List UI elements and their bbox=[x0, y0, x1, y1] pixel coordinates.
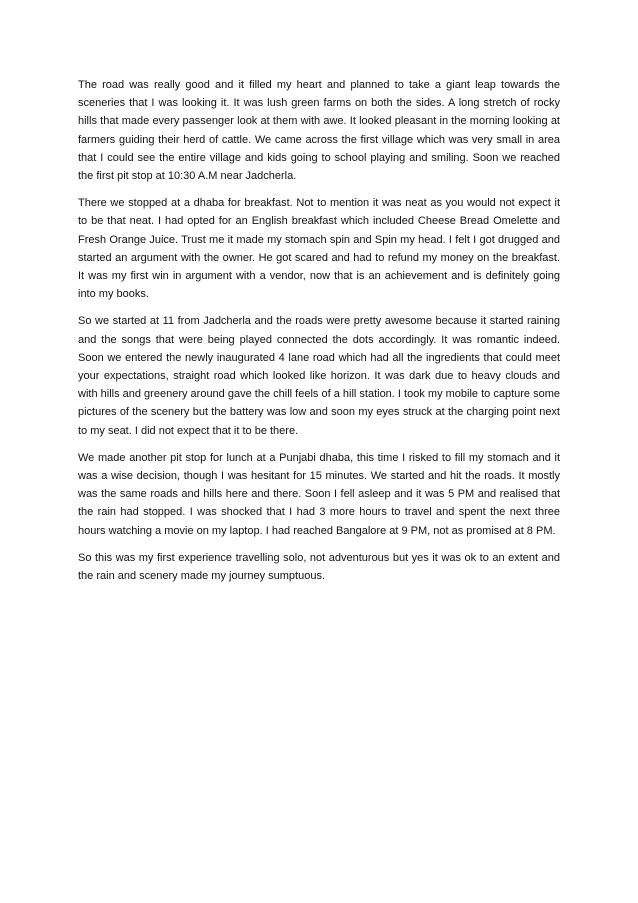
paragraph-3: So we started at 11 from Jadcherla and the roads were pretty awesome because it started raining and the songs that were being played connected the dots accordingly. It was romantic indeed. Soon we entered the newly inaugurated 4 lane road which had all the ingredients that could meet your expectations, straight road which looked like horizon. It was dark due to heavy clouds and with hills and greenery around gave the chill feels of a hill station. I took my mobile to capture some pictures of the scenery but the battery was low and soon my eyes struck at the charging point next to my seat. I did not expect that it to be there. bbox=[78, 315, 560, 437]
paragraph-1: The road was really good and it filled my heart and planned to take a giant leap towards the sceneries that I was looking it. It was lush green farms on both the sides. A long stretch of rocky hills that made every passenger look at them with awe. It looked pleasant in the morning looking at farmers guiding their herd of cattle. We came across the first village which was very small in area that I could see the entire village and kids going to school playing and smiling. Soon we reached the first pit stop at 10:30 A.M near Jadcherla. bbox=[78, 79, 560, 183]
paragraph-2: There we stopped at a dhaba for breakfast. Not to mention it was neat as you would not expect it to be that neat. I had opted for an English breakfast which included Cheese Bread Omelette and Fresh Orange Juice. Trust me it made my stomach spin and Spin my head. I felt I got drugged and started an argument with the owner. He got scared and had to refund my money on the breakfast. It was my first win in argument with a vendor, now that is an achievement and is definitely going into my books. bbox=[78, 197, 560, 301]
document-body bbox=[78, 76, 560, 594]
paragraph-4: We made another pit stop for lunch at a Punjabi dhaba, this time I risked to fill my stomach and it was a wise decision, though I was hesitant for 15 minutes. We started and hit the roads. It mostly was the same roads and hills here and there. Soon I fell asleep and it was 5 PM and realised that the rain had stopped. I was shocked that I had 3 more hours to travel and spent the next three hours watching a movie on my laptop. I had reached Bangalore at 9 PM, not as promised at 8 PM. bbox=[78, 451, 560, 537]
paragraph-5: So this was my first experience travelling solo, not adventurous but yes it was ok to an extent and the rain and scenery made my journey sumptuous. bbox=[78, 551, 560, 583]
